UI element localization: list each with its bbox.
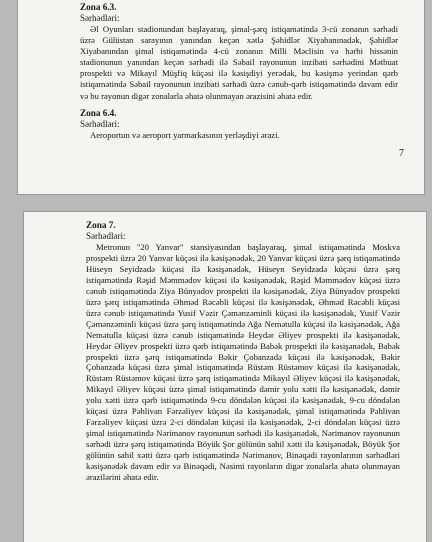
document-page-top <box>18 0 424 194</box>
zone-boundaries-label: Sərhədləri: <box>80 118 120 129</box>
zone-description: Əl Oyunları stadionundan başlayaraq, şimal-şərq istiqamətində 3-cü zonanın sərhədi üzrə Gülüstan sarayının yanından keçən xətlə Şəhidlər Xiyabanınadək, Şəhidlər Xiyabanından şimal istiqamətində 4-cü zonanın Milli Məclisin və hərbi hissənin stadionunun yanından keçən sərhədi ilə Səbail rayonunun inzibati sərhədini Mətbuat prospekti və Mikayıl Müşfiq küçəsi ilə kəsişdiyi yerədək, bu kəsişmə yerindən qərb istiqamətində Səbail rayonunun inzibati sərhədi üzrə cənub-qərb istiqamətində davam edir və bu rayonun digər zonalarla əhatə olunmayan ərazisini əhatə edir. <box>80 24 398 101</box>
zone-title: Zona 6.3. <box>80 2 117 12</box>
zone-title: Zona 7. <box>86 220 116 230</box>
zone-boundaries-label: Sərhədləri: <box>86 231 126 241</box>
page-number: 7 <box>399 148 404 159</box>
zone-title: Zona 6.4. <box>80 107 117 118</box>
zone-description: Aeroportun və aeroport yarmarkasının yerləşdiyi ərazi. <box>90 129 280 140</box>
document-page-bottom <box>24 212 426 542</box>
zone-boundaries-label: Sərhədləri: <box>80 13 120 23</box>
zone-description: Metronun "20 Yanvar" stansiyasından başlayaraq, şimal istiqamətində Moskva prospekti üzrə 20 Yanvar küçəsi ilə kəsişənədək, 20 Yanvar küçəsi üzrə şərq istiqamətində Hüseyn Seyidzadə küçəsi ilə kəsişənədək, Hüseyn Seyidzadə küçəsi üzrə şərq istiqamətində Rəşid Məmmədov küçəsi ilə kəsişənədək, Rəşid Məmmədov küçəsi üzrə cənub istiqamətində Ziya Bünyadov prospekti ilə kəsişənədək, Ziya Bünyadov prospekti üzrə şərq istiqamətində Əhməd Rəcəbli küçəsi ilə kəsişənədək, Əhməd Rəcəbli küçəsi üzrə cənub istiqamətində Yusif Vəzir Çəmənzəminli küçəsi ilə kəsişənədək, Yusif Vəzir Çəmənzəminli küçəsi üzrə şərq istiqamətində Ağa Nemətulla küçəsi ilə kəsişənədək, Ağa Nemətulla küçəsi üzrə cənub istiqamətində Heydər Əliyev prospekti ilə kəsişənədək, Heydər Əliyev prospekti üzrə qərb istiqamətində Babək prospekti ilə kəsişənədək, Babək prospekti üzrə şərq istiqamətində Bəkir Çobanzadə küçəsi ilə kəsişənədək, Bəkir Çobanzadə küçəsi üzrə şimal istiqamətində Rüstəm Rüstəmov küçəsi ilə kəsişənədək, Rüstəm Rüstəmov küçəsi üzrə şərq istiqamətində Mikayıl Əliyev küçəsi ilə kəsişənədək, Mikayıl Əliyev küçəsi üzrə şimal istiqamətində dəmir yolu xətti ilə kəsişənədək, dəmir yolu xətti üzrə qərb istiqamətində 9-cu döndələn küçəsi ilə kəsişənədək, 9-cu döndələn küçəsi üzrə Pəhlivan Fərzəliyev küçəsi ilə kəsişənədək, şimal istiqamətində Pəhlivan Fərzəliyev küçəsi üzrə 2-ci döndələn küçəsi ilə kəsişənədək, 2-ci döndələn küçəsi üzrə şimal istiqamətində Nərimanov rayonunun sərhədi ilə kəsişənədək, Nərimanov rayonunun sərhədi üzrə şərq istiqamətində Böyük Şor gölünün sahil xətti ilə kəsişənədək, Böyük Şor gölünün sahil xətti üzrə qərb istiqamətində Nərimanov, Binəqədi rayonlarının sərhədləri kəsişənədək davam edir və Binəqədi, Nəsimi rayonların digər zonalarla əhatə olunmayan ərazilərini əhatə edir. <box>86 242 400 483</box>
